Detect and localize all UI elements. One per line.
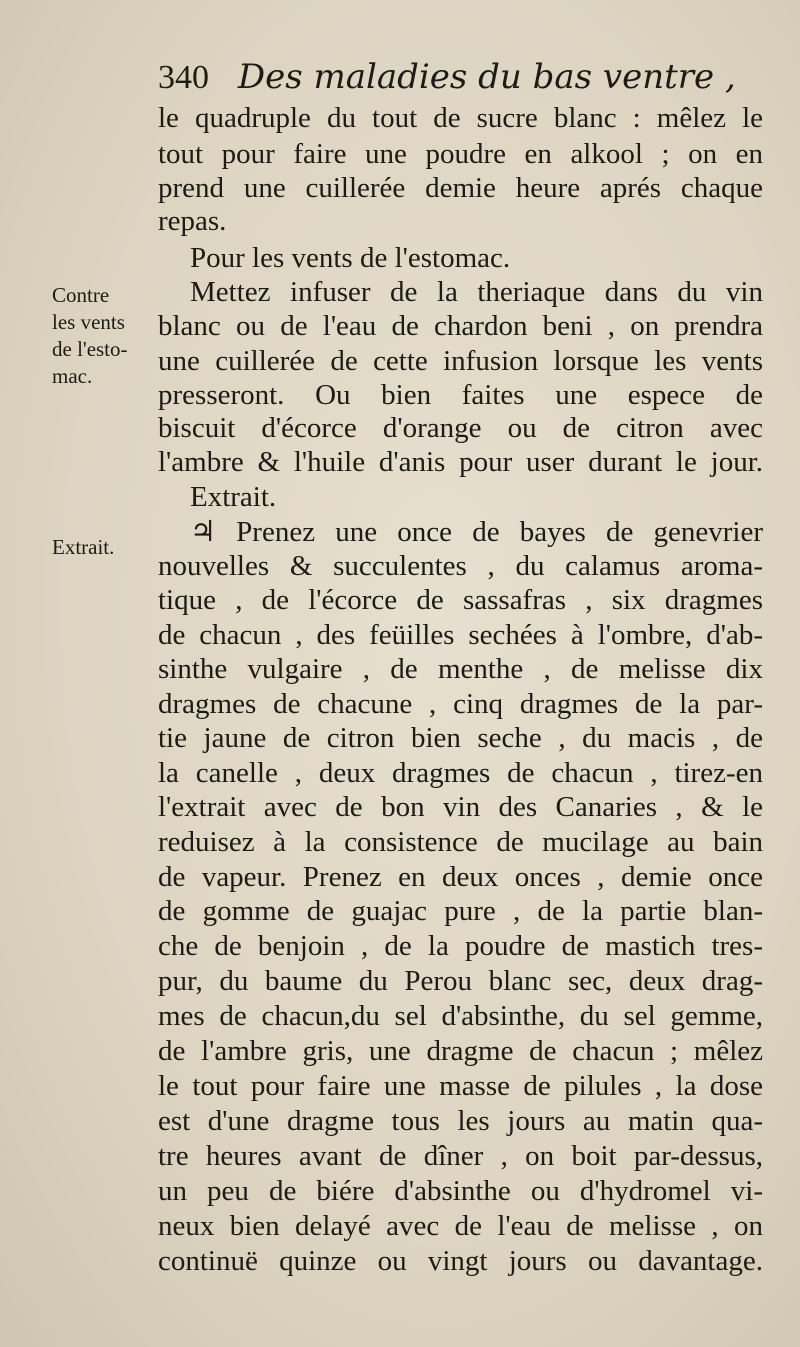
- running-header: [158, 52, 758, 102]
- page-number: 340: [158, 59, 209, 96]
- margin-note-line: mac.: [52, 364, 93, 388]
- text-line: continuë quinze ou vingt jours ou davantage.: [158, 1245, 763, 1277]
- text-line: une cuillerée de cette infusion lorsque les vents: [158, 345, 763, 377]
- text-line-recipe-start: ♃ Prenez une once de bayes de genevrier: [190, 516, 763, 548]
- text-line: de vapeur. Prenez en deux onces , demie once: [158, 861, 763, 893]
- text-line: Mettez infuser de la theriaque dans du vin: [190, 276, 763, 308]
- text-line: tre heures avant de dîner , on boit par-dessus,: [158, 1140, 763, 1172]
- text-line: l'extrait avec de bon vin des Canaries , & le: [158, 791, 763, 823]
- text-line: neux bien delayé avec de l'eau de melisse , on: [158, 1210, 763, 1242]
- running-head-title: Des maladies du bas ventre ,: [237, 57, 736, 97]
- text-line: le tout pour faire une masse de pilules , la dose: [158, 1070, 763, 1102]
- margin-note-line: de l'esto-: [52, 337, 128, 361]
- text-line: tie jaune de citron bien seche , du macis , de: [158, 722, 763, 754]
- text-line: tout pour faire une poudre en alkool ; on en: [158, 138, 763, 170]
- text-line: prend une cuillerée demie heure aprés chaque: [158, 172, 763, 204]
- text-line: mes de chacun,du sel d'absinthe, du sel gemme,: [158, 1000, 763, 1032]
- text-line: reduisez à la consistence de mucilage au bain: [158, 826, 763, 858]
- text-line: la canelle , deux dragmes de chacun , tirez-en: [158, 757, 763, 789]
- text-line: le quadruple du tout de sucre blanc : mêlez le: [158, 102, 763, 134]
- text-line: tique , de l'écorce de sassafras , six dragmes: [158, 584, 763, 616]
- text-line: de l'ambre gris, une dragme de chacun ; mêlez: [158, 1035, 763, 1067]
- text-line: l'ambre & l'huile d'anis pour user durant le jour.: [158, 446, 763, 478]
- text-line: pur, du baume du Perou blanc sec, deux drag-: [158, 965, 763, 997]
- text-line: presseront. Ou bien faites une espece de: [158, 379, 763, 411]
- text-line: biscuit d'écorce d'orange ou de citron avec: [158, 412, 763, 444]
- margin-note-extrait: [52, 534, 152, 561]
- margin-note-line: Extrait.: [52, 535, 115, 559]
- text-line: sinthe vulgaire , de menthe , de melisse dix: [158, 653, 763, 685]
- margin-note-line: les vents: [52, 310, 125, 334]
- text-line: de chacun , des feüilles sechées à l'ombre, d'ab-: [158, 619, 763, 651]
- section-heading: Pour les vents de l'estomac.: [190, 242, 511, 274]
- margin-note-contre: [52, 282, 152, 390]
- text-line: nouvelles & succulentes , du calamus aroma-: [158, 550, 763, 582]
- text-line: che de benjoin , de la poudre de mastich tres-: [158, 930, 763, 962]
- text-line: de gomme de guajac pure , de la partie blan-: [158, 895, 763, 927]
- text-line: dragmes de chacune , cinq dragmes de la par-: [158, 688, 763, 720]
- text-line: repas.: [158, 205, 227, 237]
- text-line: un peu de biére d'absinthe ou d'hydromel vi-: [158, 1175, 763, 1207]
- margin-note-line: Contre: [52, 283, 110, 307]
- section-heading: Extrait.: [190, 481, 277, 513]
- text-line: blanc ou de l'eau de chardon beni , on prendra: [158, 310, 763, 342]
- text-line: est d'une dragme tous les jours au matin qua-: [158, 1105, 763, 1137]
